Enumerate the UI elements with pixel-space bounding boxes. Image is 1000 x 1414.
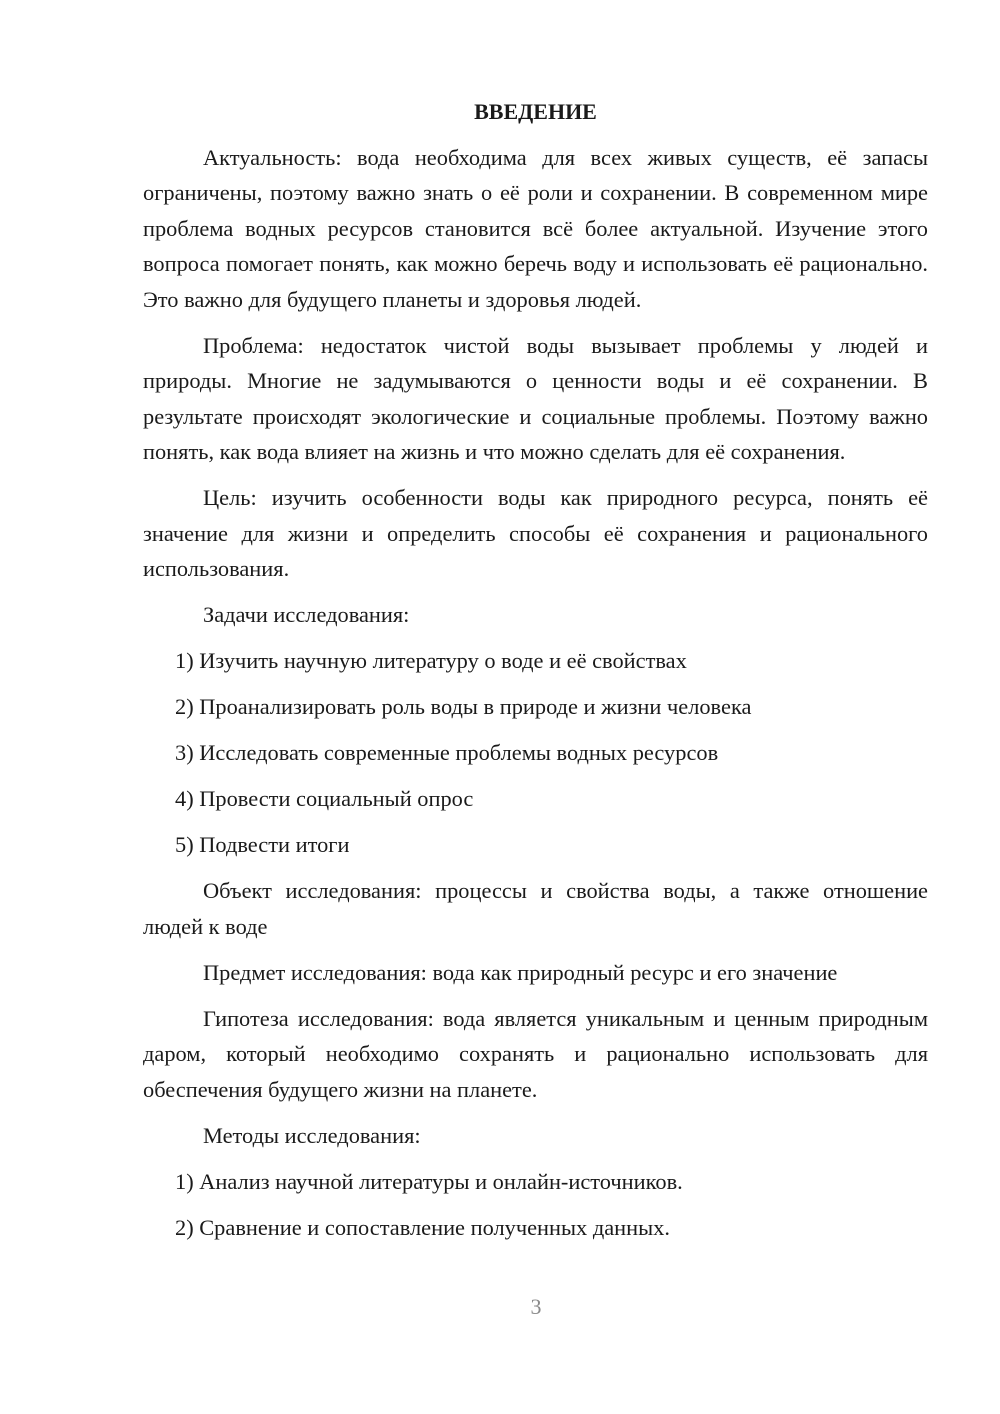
task-item: 4) Провести социальный опрос xyxy=(175,786,474,811)
goal-paragraph: Цель: изучить особенности воды как природного ресурса, понять её значение для жизни и определить способы её сохранения и рационального использования. xyxy=(143,485,928,581)
subject-paragraph: Предмет исследования: вода как природный ресурс и его значение xyxy=(203,959,838,985)
task-item: 5) Подвести итоги xyxy=(175,832,350,857)
method-item: 2) Сравнение и сопоставление полученных данных. xyxy=(175,1214,670,1240)
method-item: 1) Анализ научной литературы и онлайн-источников. xyxy=(175,1168,683,1194)
task-item: 3) Исследовать современные проблемы водных ресурсов xyxy=(175,740,719,765)
problem-paragraph: Проблема: недостаток чистой воды вызывает проблемы у людей и природы. Многие не задумываются о ценности воды и её сохранении. В результате происходят экологические и социальные проблемы. Поэтому важно понять, как вода влияет на жизнь и что можно сделать для её сохранения. xyxy=(143,332,928,464)
page-content xyxy=(143,94,928,1256)
page-number: 3 xyxy=(530,1294,542,1319)
hypothesis-paragraph: Гипотеза исследования: вода является уникальным и ценным природным даром, который необходимо сохранять и рационально использовать для обеспечения будущего жизни на планете. xyxy=(143,1005,928,1102)
relevance-paragraph: Актуальность: вода необходима для всех живых существ, её запасы ограничены, поэтому важно знать о её роли и сохранении. В современном мире проблема водных ресурсов становится всё более актуальной. Изучение этого вопроса помогает понять, как можно беречь воду и использовать её рационально. Это важно для будущего планеты и здоровья людей. xyxy=(143,144,928,312)
task-item: 2) Проанализировать роль воды в природе и жизни человека xyxy=(175,694,752,719)
tasks-heading: Задачи исследования: xyxy=(203,602,410,627)
object-paragraph: Объект исследования: процессы и свойства воды, а также отношение людей к воде xyxy=(143,878,928,939)
section-title: ВВЕДЕНИЕ xyxy=(474,99,597,124)
task-item: 1) Изучить научную литературу о воде и её свойствах xyxy=(175,648,687,673)
methods-heading: Методы исследования: xyxy=(203,1122,421,1148)
